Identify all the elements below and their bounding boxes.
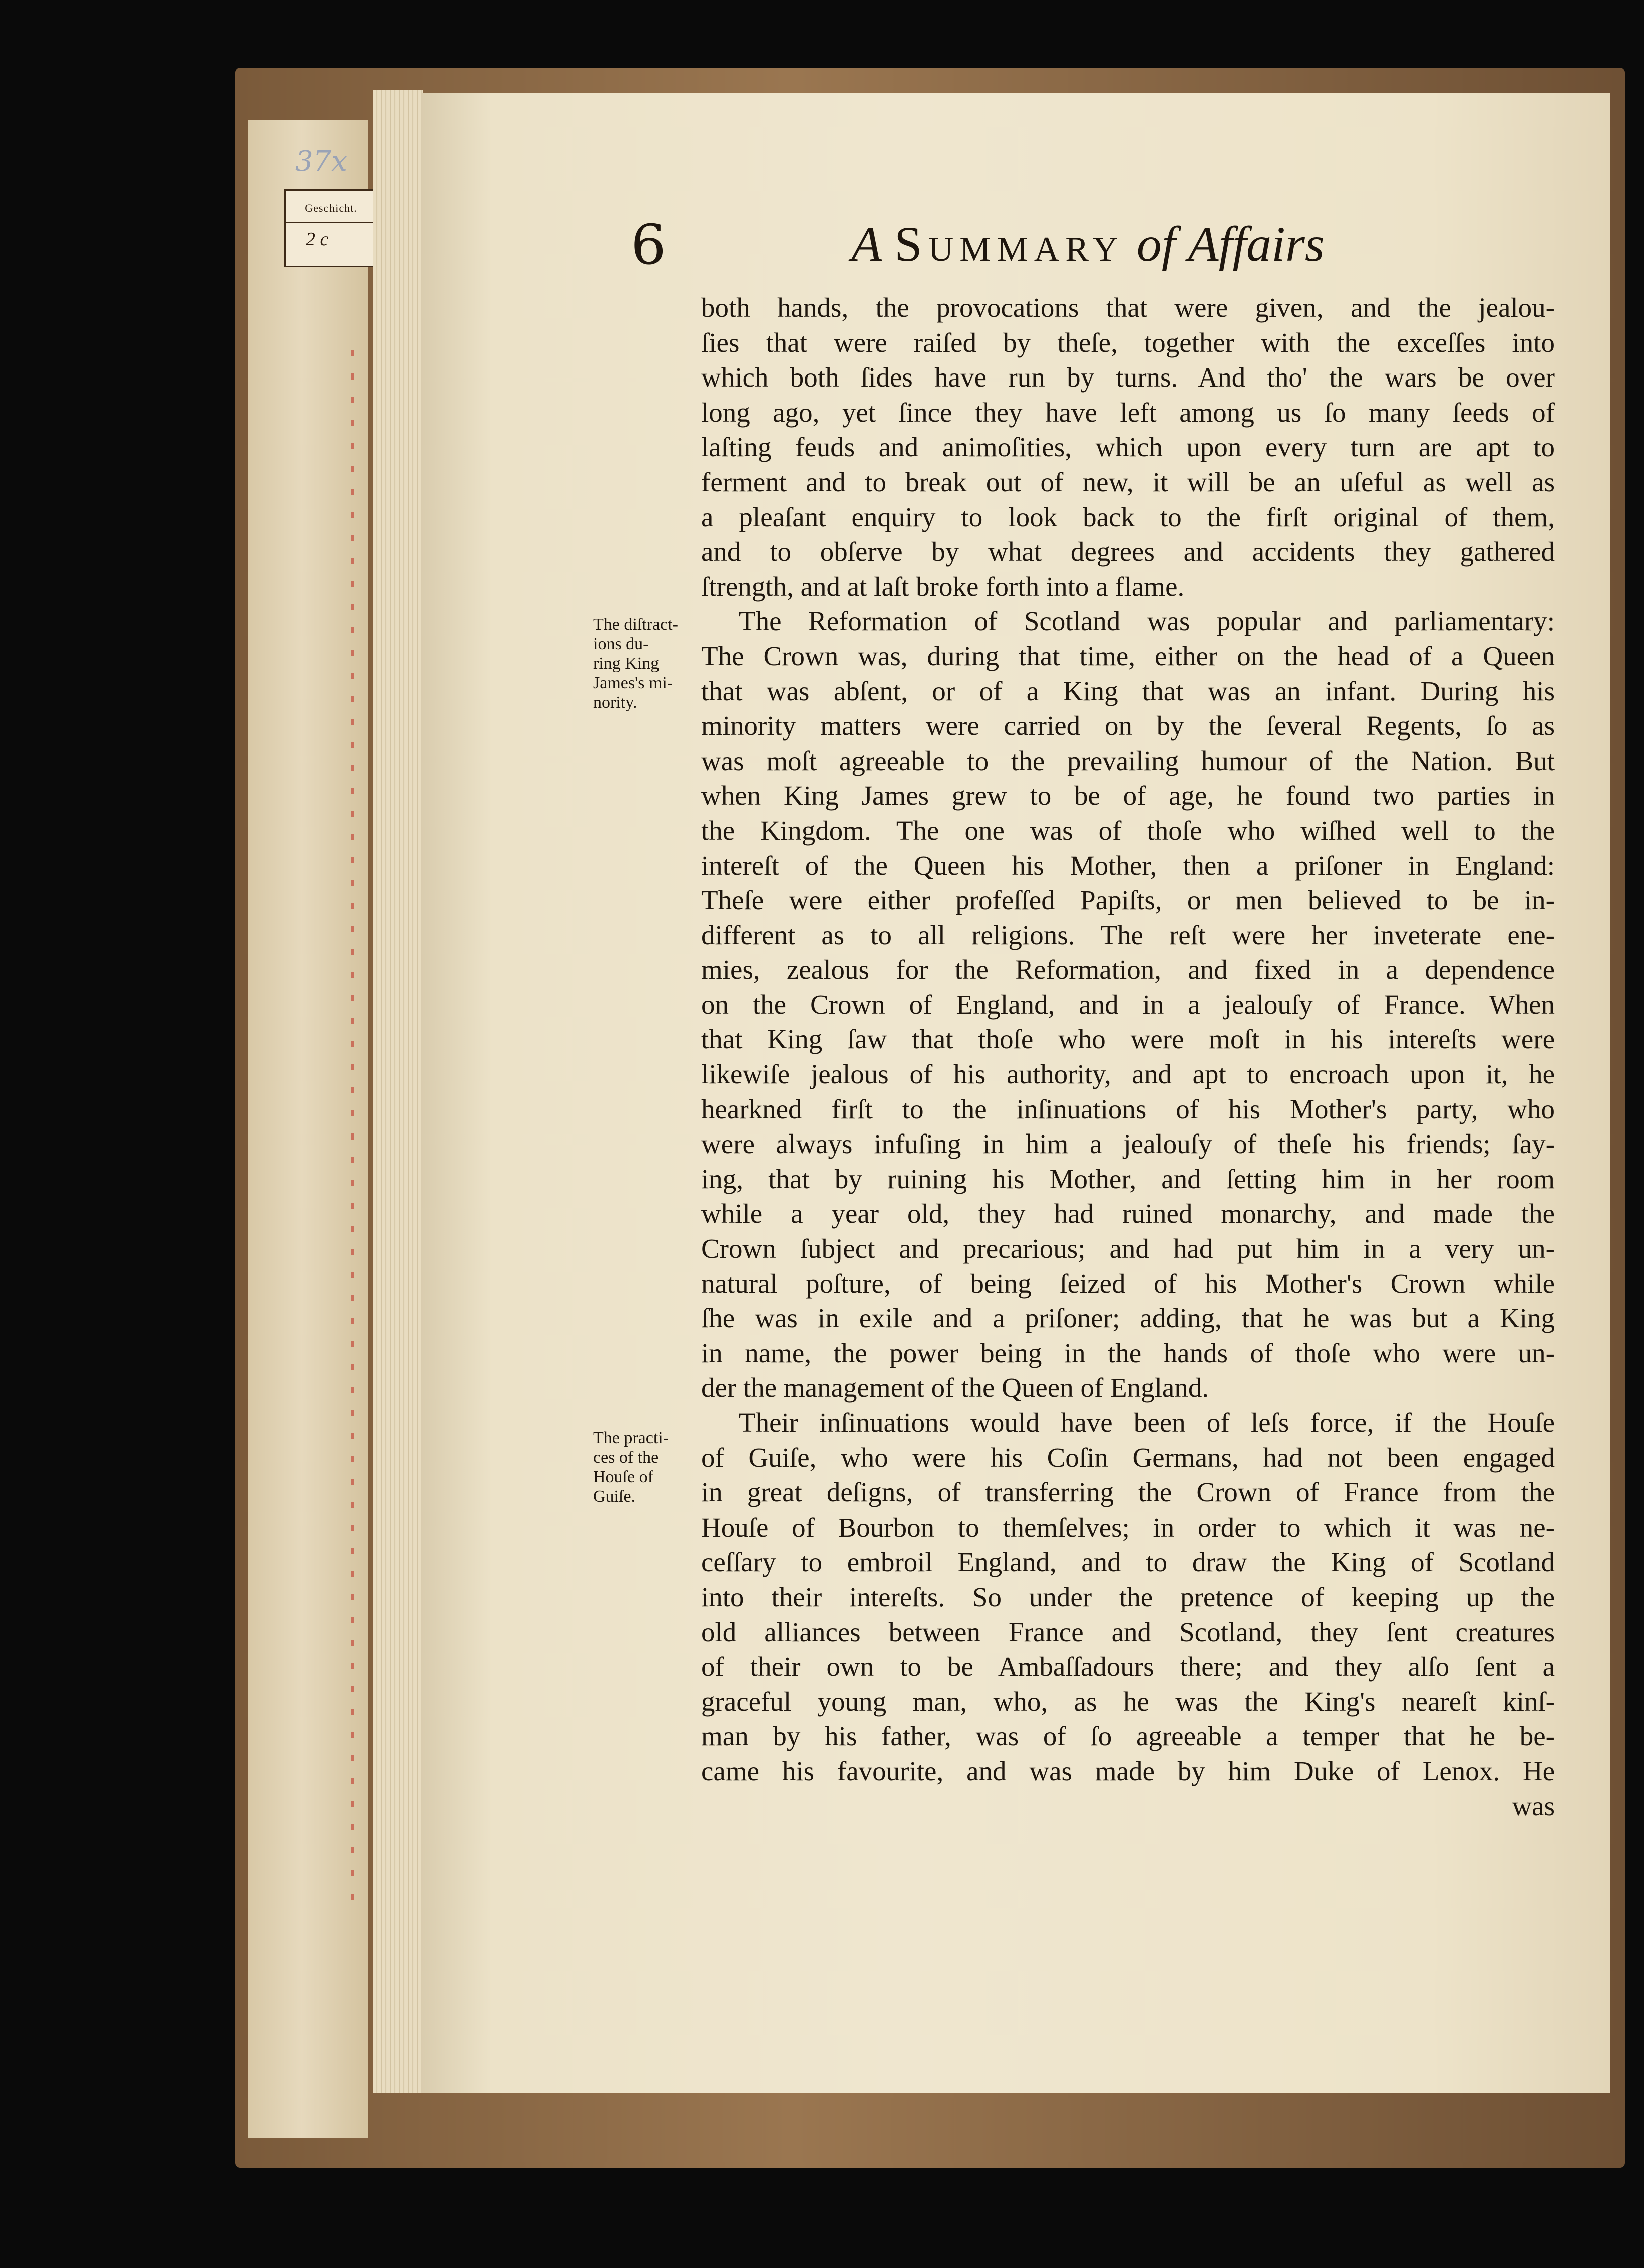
body-text xyxy=(701,290,1555,1823)
text-line: minority matters were carried on by the ſeveral Regents, ſo as xyxy=(701,710,1555,741)
text-line: in great deſigns, of transferring the Crown of France from the xyxy=(701,1477,1555,1508)
text-line: in name, the power being in the hands of thoſe who were un- xyxy=(701,1337,1555,1368)
running-head xyxy=(851,215,1325,273)
running-head-summary: Summary xyxy=(894,216,1124,272)
text-line: laſting feuds and animoſities, which upon every turn are apt to xyxy=(701,432,1555,463)
text-line: which both ſides have run by turns. And tho' the wars be over xyxy=(701,362,1555,393)
text-line: likewiſe jealous of his authority, and apt to encroach upon it, he xyxy=(701,1059,1555,1090)
text-line: man by his father, was of ſo agreeable a temper that he be- xyxy=(701,1721,1555,1752)
running-head-of: of xyxy=(1136,216,1176,272)
text-line: that King ſaw that thoſe who were moſt in his intereſts were xyxy=(701,1024,1555,1055)
margin-note-line: The practi- xyxy=(593,1429,669,1447)
text-line: ferment and to break out of new, it will be an uſeful as well as xyxy=(701,466,1555,497)
library-label-rule xyxy=(286,222,376,223)
text-line: while a year old, they had ruined monarchy, and made the xyxy=(701,1198,1555,1229)
text-line: Crown ſubject and precarious; and had put him in a very un- xyxy=(701,1233,1555,1264)
text-line: hearkned firſt to the inſinuations of his Mother's party, who xyxy=(701,1093,1555,1124)
text-line: long ago, yet ſince they have left among us ſo many ſeeds of xyxy=(701,397,1555,428)
running-head-a: A xyxy=(851,216,882,272)
margin-note-line: Houſe of xyxy=(593,1468,653,1486)
text-line: into their intereſts. So under the pretence of keeping up the xyxy=(701,1581,1555,1612)
text-line: came his favourite, and was made by him Duke of Lenox. He xyxy=(701,1755,1555,1786)
text-line: that was abſent, or of a King that was an infant. During his xyxy=(701,675,1555,706)
text-line: The Crown was, during that time, either on the head of a Queen xyxy=(701,640,1555,671)
text-line: when King James grew to be of age, he found two parties in xyxy=(701,780,1555,811)
text-line: and to obſerve by what degrees and accidents they gathered xyxy=(701,536,1555,567)
text-line: Their inſinuations would have been of leſs force, if the Houſe xyxy=(739,1407,1555,1438)
margin-note-line: ces of the xyxy=(593,1448,659,1467)
page-number: 6 xyxy=(631,213,666,277)
text-line: ceſſary to embroil England, and to draw the King of Scotland xyxy=(701,1547,1555,1578)
pencil-shelfmark: 37x xyxy=(295,145,347,178)
text-line: ſhe was in exile and a priſoner; adding, that he was but a King xyxy=(701,1303,1555,1334)
text-line: both hands, the provocations that were given, and the jealou- xyxy=(701,292,1555,323)
text-line: natural poſture, of being ſeized of his Mother's Crown while xyxy=(701,1268,1555,1299)
margin-note-distractions xyxy=(593,615,701,712)
text-line: ing, that by ruining his Mother, and ſetting him in her room xyxy=(701,1163,1555,1194)
text-line: was moſt agreeable to the prevailing humour of the Nation. But xyxy=(701,745,1555,776)
text-line: der the management of the Queen of England. xyxy=(701,1372,1209,1403)
catchword: was xyxy=(1512,1790,1555,1821)
text-line: Theſe were either profeſſed Papiſts, or men believed to be in- xyxy=(701,885,1555,916)
library-label xyxy=(284,189,378,267)
margin-note-line: The diſtract- xyxy=(593,615,678,634)
text-line: ſtrength, and at laſt broke forth into a flame. xyxy=(701,571,1185,602)
text-line: of Guiſe, who were his Coſin Germans, had not been engaged xyxy=(701,1442,1555,1473)
margin-note-line: ions du- xyxy=(593,635,649,653)
text-line: on the Crown of England, and in a jealouſy of France. When xyxy=(701,989,1555,1020)
running-head-affairs: Affairs xyxy=(1188,216,1325,272)
text-line: ſies that were raiſed by theſe, together with the exceſſes into xyxy=(701,327,1555,358)
page-edges xyxy=(373,90,423,2093)
text-line: different as to all religions. The reſt were her inveterate ene- xyxy=(701,919,1555,950)
margin-note-line: ring King xyxy=(593,654,660,673)
text-line: a pleaſant enquiry to look back to the firſt original of them, xyxy=(701,501,1555,532)
text-line: the Kingdom. The one was of thoſe who wiſhed well to the xyxy=(701,815,1555,846)
margin-note-line: James's mi- xyxy=(593,674,673,692)
red-page-edge xyxy=(351,350,354,1903)
text-line: of their own to be Ambaſſadours there; and they alſo ſent a xyxy=(701,1651,1555,1682)
text-line: were always infuſing in him a jealouſy of theſe his friends; ſay- xyxy=(701,1128,1555,1160)
text-line: mies, zealous for the Reformation, and fixed in a dependence xyxy=(701,954,1555,985)
text-line: graceful young man, who, as he was the King's neareſt kinſ- xyxy=(701,1686,1555,1717)
text-line: intereſt of the Queen his Mother, then a priſoner in England: xyxy=(701,850,1555,881)
text-line: Houſe of Bourbon to themſelves; in order to which it was ne- xyxy=(701,1511,1555,1543)
text-line: The Reformation of Scotland was popular and parliamentary: xyxy=(739,606,1555,637)
text-line: old alliances between France and Scotland, they ſent creatures xyxy=(701,1616,1555,1647)
margin-note-guise xyxy=(593,1428,701,1506)
binding-strip xyxy=(248,120,368,2138)
library-label-number: 2 c xyxy=(306,229,329,250)
library-label-top: Geschicht. xyxy=(305,202,357,214)
margin-note-line: nority. xyxy=(593,693,637,712)
margin-note-line: Guiſe. xyxy=(593,1487,636,1506)
